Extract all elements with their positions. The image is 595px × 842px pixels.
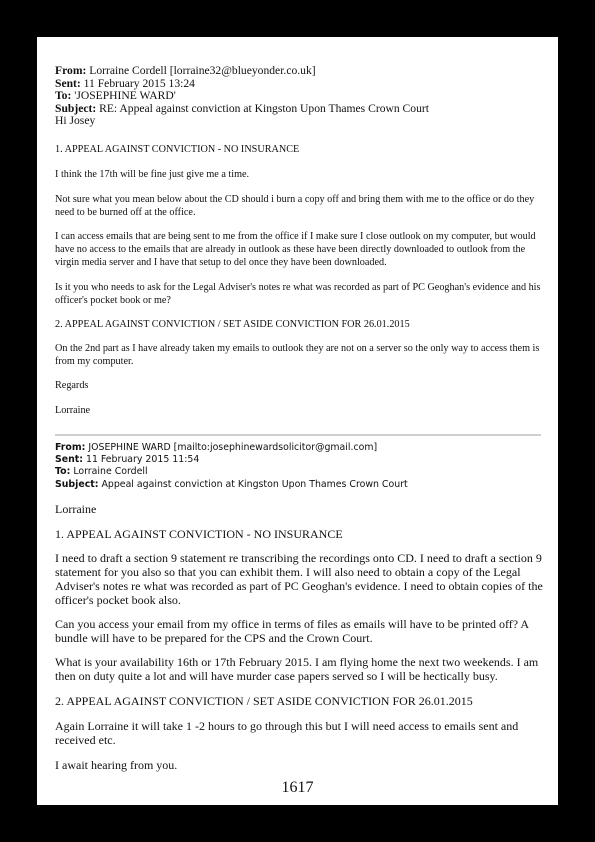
original-heading-2: 2. APPEAL AGAINST CONVICTION / SET ASIDE CONVICTION FOR 26.01.2015: [55, 694, 473, 708]
reply-para-1: I think the 17th will be fine just give me a time.: [55, 169, 250, 180]
reply-to-line: To: 'JOSEPHINE WARD': [55, 89, 176, 103]
message-divider: [55, 434, 541, 436]
original-para-3: What is your availability 16th or 17th February 2015. I am flying home the next two weekends. I am then on duty quite a lot and will have murder case papers served so I will be hectically busy.: [55, 655, 539, 683]
original-closing: I await hearing from you.: [55, 758, 178, 772]
original-greeting: Lorraine: [55, 502, 97, 516]
original-sent-line: Sent: 11 February 2015 11:54: [55, 454, 200, 466]
reply-heading-1: 1. APPEAL AGAINST CONVICTION - NO INSURANCE: [55, 144, 300, 155]
reply-subject-line: Subject: RE: Appeal against conviction at Kingston Upon Thames Crown Court: [55, 101, 429, 115]
original-subject-line: Subject: Appeal against conviction at Kingston Upon Thames Crown Court: [55, 478, 408, 490]
original-para-2: Can you access your email from my office in terms of files as emails will have to be printed off? A bundle will have to be prepared for the CPS and the Crown Court.: [55, 617, 529, 645]
reply-para-2: Not sure what you mean below about the CD should i burn a copy off and bring them with me to the office or do they need to be burned off at the office.: [55, 194, 535, 218]
original-heading-1: 1. APPEAL AGAINST CONVICTION - NO INSURANCE: [55, 527, 343, 541]
reply-heading-2: 2. APPEAL AGAINST CONVICTION / SET ASIDE CONVICTION FOR 26.01.2015: [55, 319, 410, 330]
reply-sent-line: Sent: 11 February 2015 13:24: [55, 76, 195, 90]
original-to-line: To: Lorraine Cordell: [55, 466, 148, 478]
original-from-line: From: JOSEPHINE WARD [mailto:josephinewardsolicitor@gmail.com]: [55, 442, 378, 453]
original-para-4: Again Lorraine it will take 1 -2 hours to go through this but I will need access to emails sent and received etc.: [55, 719, 519, 747]
reply-greeting: Hi Josey: [55, 114, 96, 128]
reply-para-3: I can access emails that are being sent to me from the office if I make sure I close outlook on my computer, but would have no access to the emails that are already in outlook as these have been directly downloaded to outlook from the virgin media server and I have that setup to del once they have been downloaded.: [55, 231, 536, 268]
reply-signature: Lorraine: [55, 405, 91, 416]
reply-para-4: Is it you who needs to ask for the Legal Adviser's notes re what was recorded as part of PC Geoghan's evidence and his officer's pocket book or me?: [55, 282, 541, 306]
document-page: [37, 37, 558, 805]
reply-signoff: Regards: [55, 380, 89, 391]
reply-header: [55, 65, 545, 128]
original-header: [55, 442, 545, 491]
original-para-1: I need to draft a section 9 statement re transcribing the recordings onto CD. I need to draft a section 9 statement for you also so that you can exhibit them. I will also need to obtain a copy of the Legal Adviser's notes re what was recorded as part of PC Geoghan's evidence. I need to obtain copies of the officer's pocket book also.: [55, 551, 543, 607]
reply-from-line: From: Lorraine Cordell [lorraine32@blueyonder.co.uk]: [55, 64, 316, 77]
page-number: 1617: [281, 779, 314, 796]
reply-para-5: On the 2nd part as I have already taken my emails to outlook they are not on a server so the only way to access them is from my computer.: [55, 343, 540, 367]
